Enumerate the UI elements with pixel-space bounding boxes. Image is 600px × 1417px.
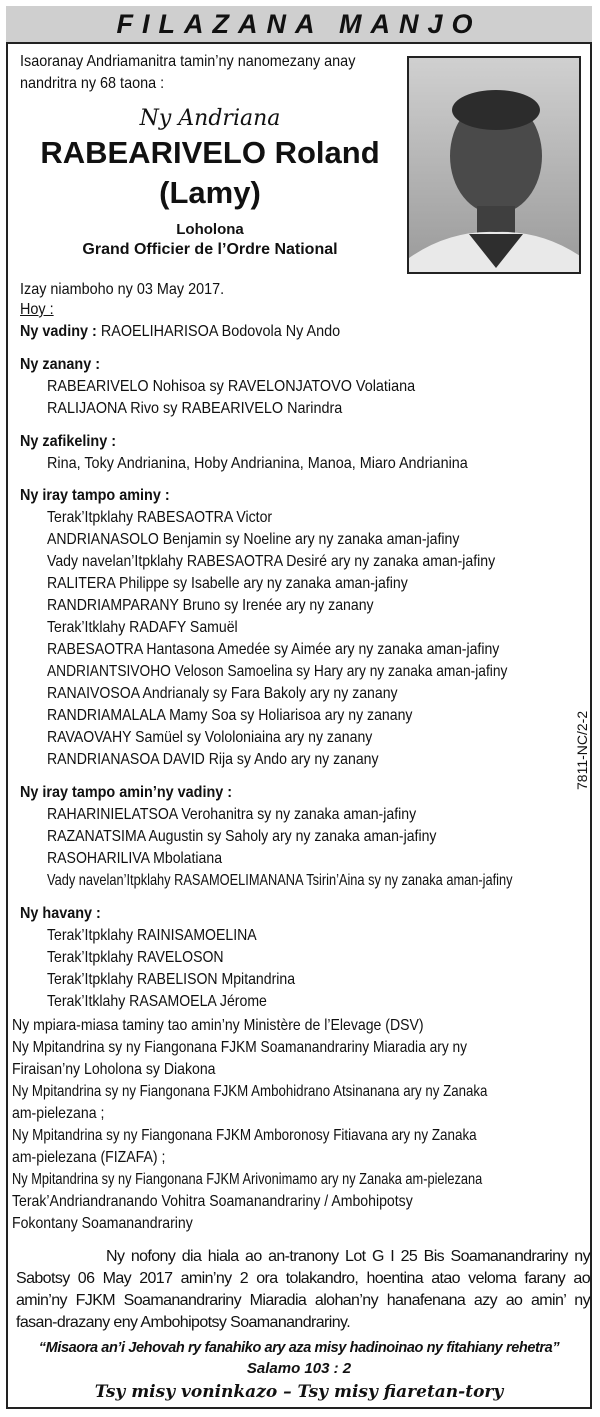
hoy-label: Hoy : <box>20 301 54 318</box>
funeral-paragraph: Ny nofony dia hiala ao an-tranony Lot G I 25 Bis Soamanandrariny ny Sabotsy 06 May 2017 amin’ny 2 ora tolakandro, hoentina atao veloma farany ao amin’ny FJKM Soamanandrariny Miaradia alohan’ny hanafenana azy ao amin’ ny fasan-drazany eny Ambohipotsy Soamanandrariny. <box>16 1248 590 1331</box>
portrait-silhouette <box>409 58 581 274</box>
spouse-sibling-entry: RAHARINIELATSOA Verohanitra sy ny zanaka aman-jafiny <box>47 806 417 823</box>
relative-entry: Terak’Itpklahy RAVELOSON <box>47 949 224 966</box>
publication-code: 7811-NC/2-2 <box>574 710 590 790</box>
sibling-entry: Vady navelan’Itpklahy RABESAOTRA Desiré ary ny zanaka aman-jafiny <box>47 553 496 570</box>
sibling-entry: Terak’Itklahy RADAFY Samuël <box>47 619 238 636</box>
banner-title: FILAZANA MANJO <box>116 8 482 39</box>
deceased-name: RABEARIVELO Roland <box>40 135 380 170</box>
sibling-entry: ANDRIANTSIVOHO Veloson Samoelina sy Hary ary ny zanaka aman-jafiny <box>47 663 508 680</box>
grandchildren-list: Rina, Toky Andrianina, Hoby Andrianina, Manoa, Miaro Andrianina <box>47 455 468 472</box>
relative-entry: Terak’Itklahy RASAMOELA Jérome <box>47 993 267 1010</box>
children-label: Ny zanany : <box>20 356 101 373</box>
sibling-entry: RANAIVOSOA Andrianaly sy Fara Bakoly ary ny zanany <box>47 685 398 702</box>
relatives-label: Ny havany : <box>20 905 101 922</box>
spouse-siblings-label: Ny iray tampo amin’ny vadiny : <box>20 784 233 801</box>
intro-line-1: Isaoranay Andriamanitra tamin’ny nanomezany anay <box>20 53 356 70</box>
relative-entry: Terak’Itpklahy RAINISAMOELINA <box>47 927 257 944</box>
child-entry: RABEARIVELO Nohisoa sy RAVELONJATOVO Volatiana <box>47 378 416 395</box>
spouse-sibling-entry: RAZANATSIMA Augustin sy Saholy ary ny zanaka aman-jafiny <box>47 828 437 845</box>
siblings-label: Ny iray tampo aminy : <box>20 487 170 504</box>
other-mourner-line: Fokontany Soamanandrariny <box>12 1215 193 1232</box>
verse-reference: Salamo 103 : 2 <box>246 1360 352 1377</box>
other-mourner-line: am-pielezana (FIZAFA) ; <box>12 1149 166 1166</box>
bible-verse: “Misaora an’i Jehovah ry fanahiko ary aza misy hadinoinao ny fitahiany rehetra” <box>38 1340 560 1356</box>
other-mourner-line: Ny Mpitandrina sy ny Fiangonana FJKM Amboronosy Fitiavana ary ny Zanaka <box>12 1127 477 1144</box>
sibling-entry: RANDRIANASOA DAVID Rija sy Ando ary ny zanany <box>47 751 379 768</box>
deceased-nickname: (Lamy) <box>159 175 261 210</box>
other-mourner-line: Terak’Andriandranando Vohitra Soamanandrariny / Ambohipotsy <box>12 1193 413 1210</box>
sibling-entry: Terak’Itpklahy RABESAOTRA Victor <box>47 509 273 526</box>
death-notice: Izay niamboho ny 03 May 2017. <box>20 281 225 298</box>
spouse-sibling-entry: Vady navelan’Itpklahy RASAMOELIMANANA Tsirin’Aina sy ny zanaka aman-jafiny <box>47 872 513 889</box>
sibling-entry: RAVAOVAHY Samüel sy Vololoniaina ary ny zanany <box>47 729 373 746</box>
wife-name: RAOELIHARISOA Bodovola Ny Ando <box>100 323 341 340</box>
sibling-entry: RANDRIAMPARANY Bruno sy Irenée ary ny zanany <box>47 597 374 614</box>
other-mourner-line: am-pielezana ; <box>12 1105 105 1122</box>
other-mourner-line: Ny Mpitandrina sy ny Fiangonana FJKM Soamanandrariny Miaradia ary ny <box>12 1039 468 1056</box>
child-entry: RALIJAONA Rivo sy RABEARIVELO Narindra <box>47 400 343 417</box>
other-mourner-line: Ny mpiara-miasa taminy tao amin’ny Ministère de l’Elevage (DSV) <box>12 1017 424 1034</box>
role-title-2: Grand Officier de l’Ordre National <box>82 241 338 258</box>
other-mourner-line: Ny Mpitandrina sy ny Fiangonana FJKM Arivonimamo ary ny Zanaka am-pielezana <box>12 1171 483 1188</box>
grandchildren-label: Ny zafikeliny : <box>20 433 117 450</box>
sibling-entry: RALITERA Philippe sy Isabelle ary ny zanaka aman-jafiny <box>47 575 408 592</box>
wife-line <box>20 322 340 342</box>
intro-line-2: nandritra ny 68 taona : <box>20 75 165 92</box>
spouse-sibling-entry: RASOHARILIVA Mbolatiana <box>47 850 223 867</box>
sibling-entry: RABESAOTRA Hantasona Amedée sy Aimée ary ny zanaka aman-jafiny <box>47 641 500 658</box>
deceased-photo <box>407 56 581 274</box>
closing-note: Tsy misy voninkazo – Tsy misy fiaretan-tory <box>94 1382 504 1402</box>
other-mourner-line: Firaisan’ny Loholona sy Diakona <box>12 1061 216 1078</box>
notice-banner <box>6 6 592 44</box>
wife-label: Ny vadiny : <box>20 323 97 340</box>
other-mourner-line: Ny Mpitandrina sy ny Fiangonana FJKM Ambohidrano Atsinanana ary ny Zanaka <box>12 1083 488 1100</box>
role-title-1: Loholona <box>176 221 244 238</box>
honorific: Ny Andriana <box>139 106 281 131</box>
sibling-entry: ANDRIANASOLO Benjamin sy Noeline ary ny zanaka aman-jafiny <box>47 531 460 548</box>
relative-entry: Terak’Itpklahy RABELISON Mpitandrina <box>47 971 296 988</box>
sibling-entry: RANDRIAMALALA Mamy Soa sy Holiarisoa ary ny zanany <box>47 707 413 724</box>
